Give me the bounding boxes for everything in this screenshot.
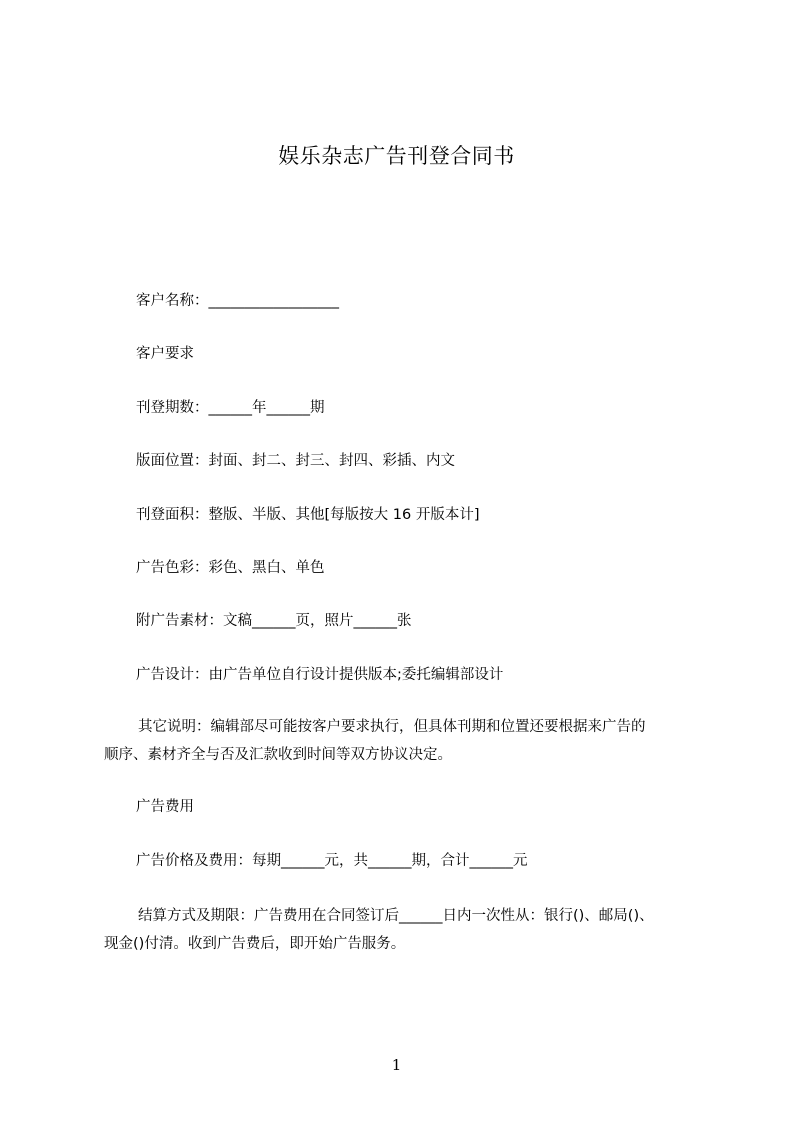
settlement-line-2: 现金()付清。收到广告费后，即开始广告服务。 — [104, 936, 406, 952]
page-number: 1 — [391, 1056, 402, 1074]
client-requirements-heading: 客户要求 — [136, 346, 194, 362]
design-line: 广告设计：由广告单位自行设计提供版本;委托编辑部设计 — [136, 667, 504, 683]
other-notes-line-1: 其它说明：编辑部尽可能按客户要求执行，但具体刊期和位置还要根据来广告的 — [138, 719, 646, 735]
settlement-paragraph — [104, 902, 724, 958]
area-line: 刊登面积：整版、半版、其他[每版按大 16 开版本计] — [136, 507, 480, 523]
issues-line: 刊登期数：______年______期 — [136, 400, 325, 416]
fees-heading: 广告费用 — [136, 799, 194, 815]
client-name-line: 客户名称：__________________ — [136, 293, 339, 309]
other-notes-line-2: 顺序、素材齐全与否及汇款收到时间等双方协议决定。 — [104, 747, 452, 763]
position-line: 版面位置：封面、封二、封三、封四、彩插、内文 — [136, 453, 455, 469]
color-line: 广告色彩：彩色、黑白、单色 — [136, 560, 325, 576]
other-notes-paragraph — [104, 713, 724, 769]
price-line: 广告价格及费用：每期______元，共______期，合计______元 — [136, 853, 528, 869]
settlement-line-1: 结算方式及期限：广告费用在合同签订后______日内一次性从：银行()、邮局()、 — [138, 908, 654, 924]
document-title: 娱乐杂志广告刊登合同书 — [278, 144, 515, 168]
materials-line: 附广告素材：文稿______页，照片______张 — [136, 613, 412, 629]
